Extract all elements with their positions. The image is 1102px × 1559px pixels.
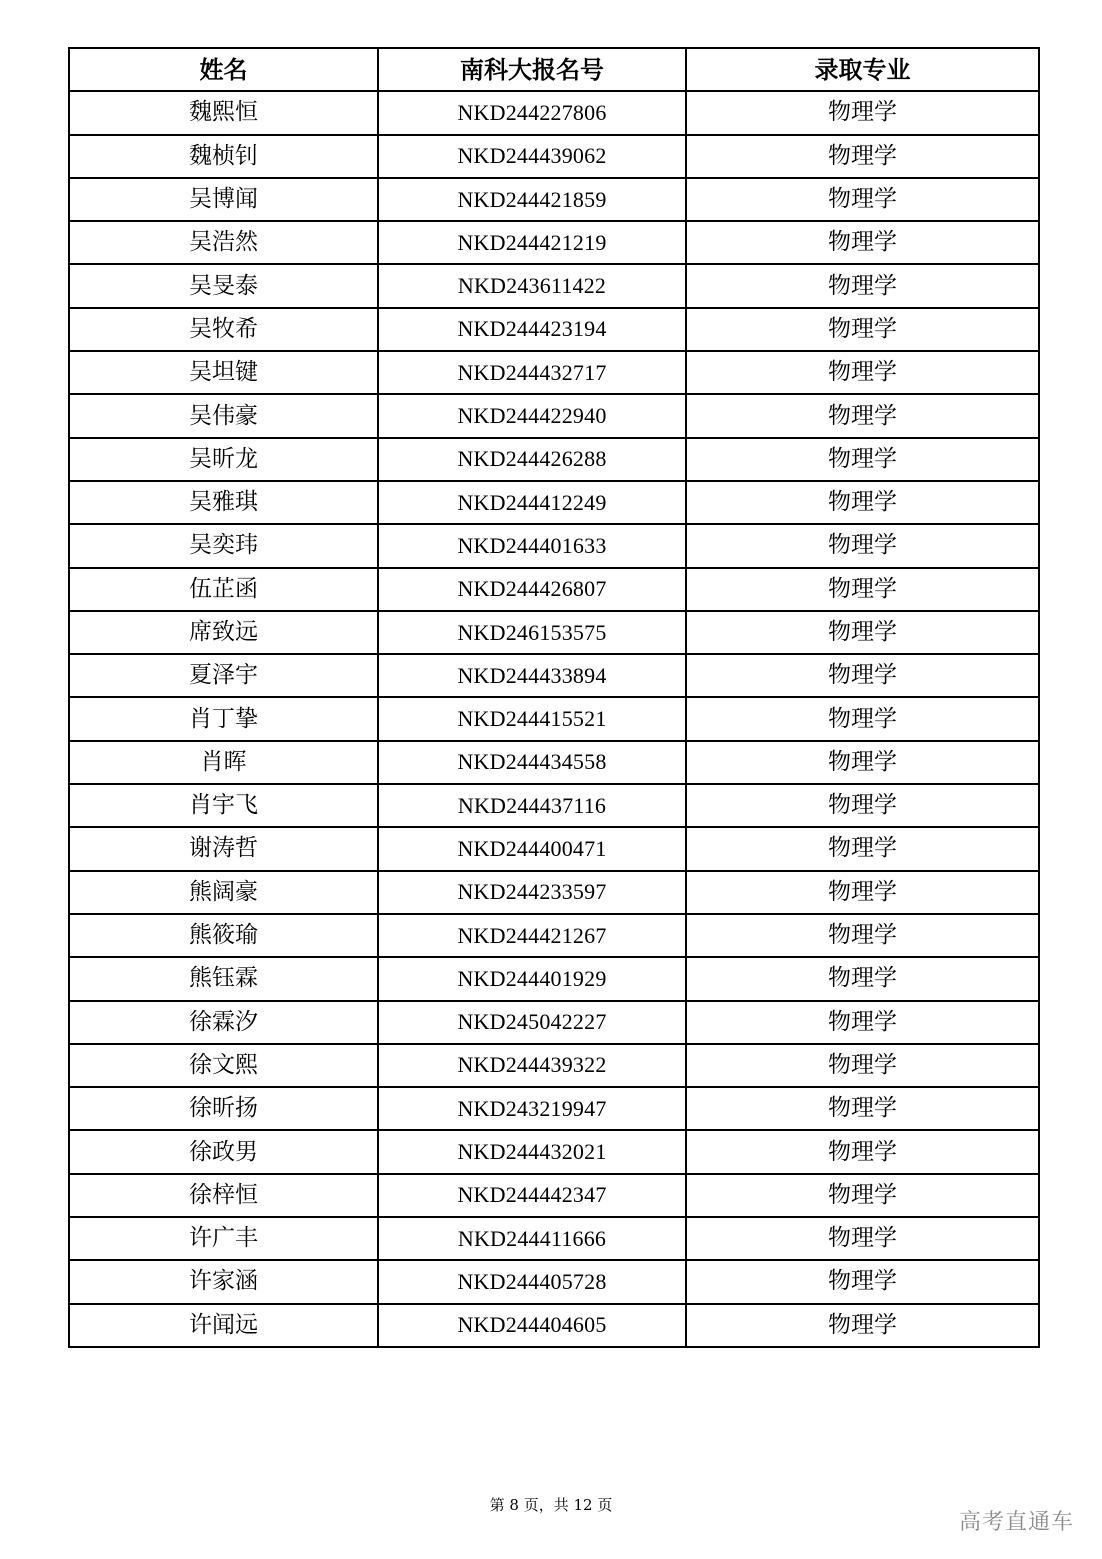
- header-name: 姓名: [69, 48, 378, 91]
- registration-number-cell: NKD244400471: [378, 827, 686, 870]
- major-cell: 物理学: [686, 1304, 1039, 1347]
- table-row: [69, 697, 1039, 740]
- registration-number-cell: NKD244432717: [378, 351, 686, 394]
- student-name-cell: 熊阔豪: [69, 871, 378, 914]
- table-row: [69, 1174, 1039, 1217]
- major-cell: 物理学: [686, 1260, 1039, 1303]
- registration-number-cell: NKD244439062: [378, 135, 686, 178]
- table-row: [69, 827, 1039, 870]
- major-cell: 物理学: [686, 1087, 1039, 1130]
- major-cell: 物理学: [686, 914, 1039, 957]
- table-row: [69, 264, 1039, 307]
- header-major: 录取专业: [686, 48, 1039, 91]
- table-row: [69, 308, 1039, 351]
- registration-number-cell: NKD244405728: [378, 1260, 686, 1303]
- roster-sheet: [68, 47, 1038, 1348]
- registration-number-cell: NKD244233597: [378, 871, 686, 914]
- student-name-cell: 徐梓恒: [69, 1174, 378, 1217]
- major-cell: 物理学: [686, 1217, 1039, 1260]
- page-footer: [0, 1494, 1102, 1515]
- student-name-cell: 徐昕扬: [69, 1087, 378, 1130]
- major-cell: 物理学: [686, 1130, 1039, 1173]
- student-name-cell: 徐霖汐: [69, 1001, 378, 1044]
- registration-number-cell: NKD244227806: [378, 91, 686, 134]
- student-name-cell: 吴雅琪: [69, 481, 378, 524]
- major-cell: 物理学: [686, 1001, 1039, 1044]
- student-name-cell: 熊筱瑜: [69, 914, 378, 957]
- table-row: [69, 1260, 1039, 1303]
- page-number: 第 8 页，共 12 页: [489, 1496, 613, 1514]
- table-row: [69, 784, 1039, 827]
- student-name-cell: 吴牧希: [69, 308, 378, 351]
- registration-number-cell: NKD244421219: [378, 221, 686, 264]
- student-name-cell: 吴旻泰: [69, 264, 378, 307]
- major-cell: 物理学: [686, 1174, 1039, 1217]
- major-cell: 物理学: [686, 654, 1039, 697]
- table-row: [69, 957, 1039, 1000]
- registration-number-cell: NKD244404605: [378, 1304, 686, 1347]
- student-name-cell: 魏桢钊: [69, 135, 378, 178]
- table-row: [69, 1130, 1039, 1173]
- table-body: [69, 91, 1039, 1347]
- student-name-cell: 许广丰: [69, 1217, 378, 1260]
- registration-number-cell: NKD244423194: [378, 308, 686, 351]
- major-cell: 物理学: [686, 308, 1039, 351]
- registration-number-cell: NKD243219947: [378, 1087, 686, 1130]
- major-cell: 物理学: [686, 827, 1039, 870]
- student-name-cell: 许家涵: [69, 1260, 378, 1303]
- registration-number-cell: NKD244411666: [378, 1217, 686, 1260]
- major-cell: 物理学: [686, 1044, 1039, 1087]
- major-cell: 物理学: [686, 697, 1039, 740]
- major-cell: 物理学: [686, 351, 1039, 394]
- major-cell: 物理学: [686, 871, 1039, 914]
- major-cell: 物理学: [686, 957, 1039, 1000]
- student-name-cell: 吴博闻: [69, 178, 378, 221]
- major-cell: 物理学: [686, 438, 1039, 481]
- student-name-cell: 魏熙恒: [69, 91, 378, 134]
- table-row: [69, 1087, 1039, 1130]
- student-name-cell: 徐政男: [69, 1130, 378, 1173]
- major-cell: 物理学: [686, 481, 1039, 524]
- table-row: [69, 438, 1039, 481]
- table-row: [69, 914, 1039, 957]
- major-cell: 物理学: [686, 741, 1039, 784]
- major-cell: 物理学: [686, 524, 1039, 567]
- major-cell: 物理学: [686, 394, 1039, 437]
- major-cell: 物理学: [686, 221, 1039, 264]
- table-row: [69, 178, 1039, 221]
- student-name-cell: 吴伟豪: [69, 394, 378, 437]
- table-row: [69, 1001, 1039, 1044]
- registration-number-cell: NKD245042227: [378, 1001, 686, 1044]
- registration-number-cell: NKD244434558: [378, 741, 686, 784]
- student-name-cell: 肖丁挚: [69, 697, 378, 740]
- registration-number-cell: NKD244442347: [378, 1174, 686, 1217]
- student-name-cell: 熊钰霖: [69, 957, 378, 1000]
- registration-number-cell: NKD244412249: [378, 481, 686, 524]
- student-name-cell: 肖晖: [69, 741, 378, 784]
- table-header-row: [69, 48, 1039, 91]
- registration-number-cell: NKD244437116: [378, 784, 686, 827]
- admission-table: [68, 47, 1040, 1348]
- major-cell: 物理学: [686, 264, 1039, 307]
- table-row: [69, 654, 1039, 697]
- major-cell: 物理学: [686, 178, 1039, 221]
- table-row: [69, 871, 1039, 914]
- major-cell: 物理学: [686, 568, 1039, 611]
- table-row: [69, 394, 1039, 437]
- table-row: [69, 1217, 1039, 1260]
- student-name-cell: 吴浩然: [69, 221, 378, 264]
- table-row: [69, 568, 1039, 611]
- table-row: [69, 481, 1039, 524]
- registration-number-cell: NKD244401633: [378, 524, 686, 567]
- major-cell: 物理学: [686, 611, 1039, 654]
- student-name-cell: 吴昕龙: [69, 438, 378, 481]
- table-row: [69, 135, 1039, 178]
- registration-number-cell: NKD243611422: [378, 264, 686, 307]
- table-row: [69, 524, 1039, 567]
- registration-number-cell: NKD244433894: [378, 654, 686, 697]
- major-cell: 物理学: [686, 784, 1039, 827]
- table-row: [69, 221, 1039, 264]
- registration-number-cell: NKD244415521: [378, 697, 686, 740]
- student-name-cell: 吴奕玮: [69, 524, 378, 567]
- registration-number-cell: NKD246153575: [378, 611, 686, 654]
- registration-number-cell: NKD244422940: [378, 394, 686, 437]
- table-row: [69, 351, 1039, 394]
- student-name-cell: 伍芷函: [69, 568, 378, 611]
- registration-number-cell: NKD244426288: [378, 438, 686, 481]
- registration-number-cell: NKD244432021: [378, 1130, 686, 1173]
- table-row: [69, 1044, 1039, 1087]
- student-name-cell: 徐文熙: [69, 1044, 378, 1087]
- registration-number-cell: NKD244401929: [378, 957, 686, 1000]
- student-name-cell: 夏泽宇: [69, 654, 378, 697]
- student-name-cell: 许闻远: [69, 1304, 378, 1347]
- table-row: [69, 741, 1039, 784]
- student-name-cell: 席致远: [69, 611, 378, 654]
- student-name-cell: 吴坦键: [69, 351, 378, 394]
- registration-number-cell: NKD244439322: [378, 1044, 686, 1087]
- registration-number-cell: NKD244421859: [378, 178, 686, 221]
- major-cell: 物理学: [686, 91, 1039, 134]
- watermark: 高考直通车: [958, 1510, 1074, 1535]
- registration-number-cell: NKD244421267: [378, 914, 686, 957]
- registration-number-cell: NKD244426807: [378, 568, 686, 611]
- table-row: [69, 1304, 1039, 1347]
- student-name-cell: 肖宇飞: [69, 784, 378, 827]
- table-row: [69, 611, 1039, 654]
- major-cell: 物理学: [686, 135, 1039, 178]
- header-registration-number: 南科大报名号: [378, 48, 686, 91]
- student-name-cell: 谢涛哲: [69, 827, 378, 870]
- table-row: [69, 91, 1039, 134]
